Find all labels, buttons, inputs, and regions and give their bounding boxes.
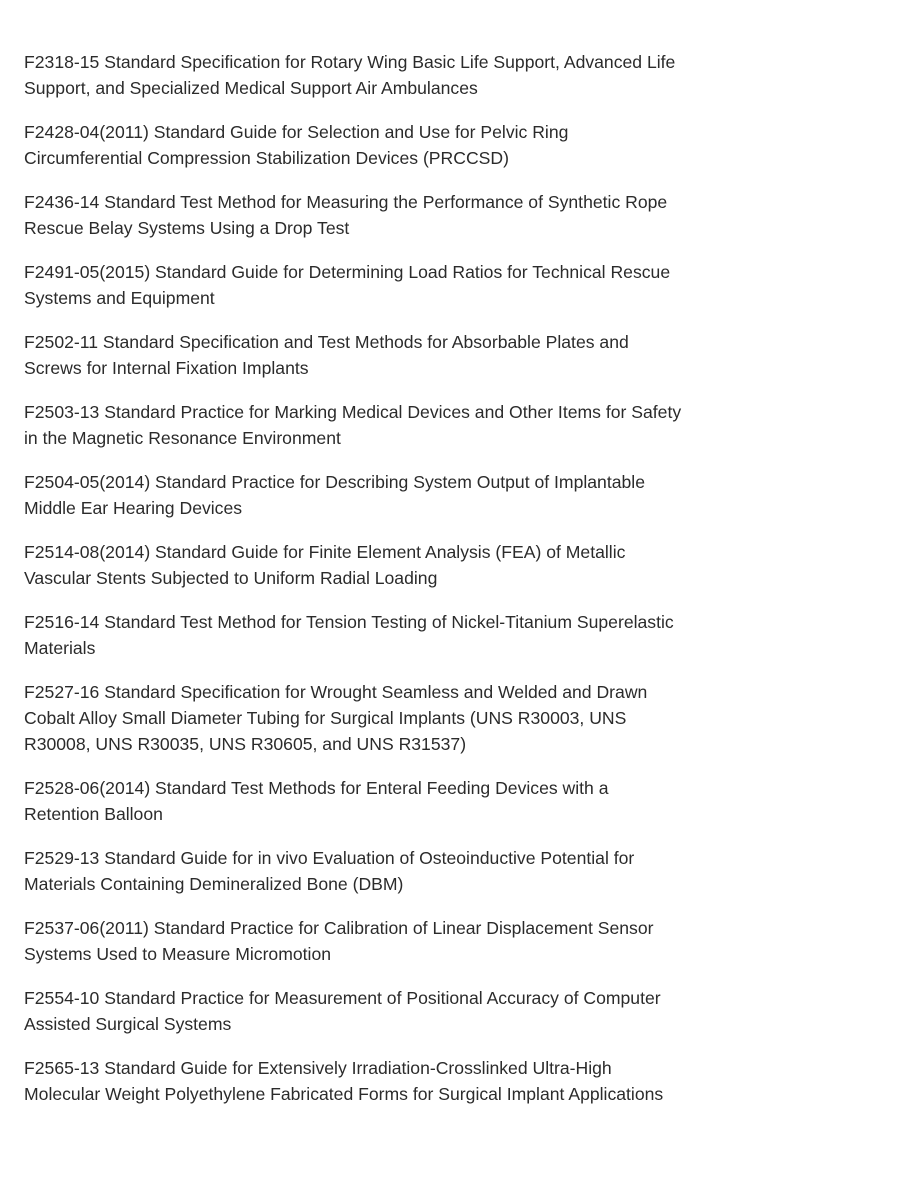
standard-entry: F2527-16 Standard Specification for Wrought Seamless and Welded and Drawn Cobalt Alloy Small Diameter Tubing for Surgical Implants (UNS R30003, UNS R30008, UNS R30035, UNS R30605, and UNS R31537) [24,682,648,754]
standard-entry: F2516-14 Standard Test Method for Tension Testing of Nickel-Titanium Superelastic Materials [24,612,674,658]
standard-entry: F2428-04(2011) Standard Guide for Selection and Use for Pelvic Ring Circumferential Compression Stabilization Devices (PRCCSD) [24,122,569,168]
standard-entry: F2318-15 Standard Specification for Rotary Wing Basic Life Support, Advanced Life Support, and Specialized Medical Support Air Ambulances [24,52,676,98]
standard-entry: F2504-05(2014) Standard Practice for Describing System Output of Implantable Middle Ear Hearing Devices [24,472,645,518]
standard-entry: F2528-06(2014) Standard Test Methods for Enteral Feeding Devices with a Retention Balloon [24,778,609,824]
standard-entry: F2436-14 Standard Test Method for Measuring the Performance of Synthetic Rope Rescue Belay Systems Using a Drop Test [24,192,668,238]
standard-entry: F2503-13 Standard Practice for Marking Medical Devices and Other Items for Safety in the Magnetic Resonance Environment [24,402,682,448]
standards-list [24,49,684,1125]
standard-entry: F2554-10 Standard Practice for Measurement of Positional Accuracy of Computer Assisted Surgical Systems [24,988,661,1034]
standard-entry: F2537-06(2011) Standard Practice for Calibration of Linear Displacement Sensor Systems Used to Measure Micromotion [24,918,654,964]
standard-entry: F2529-13 Standard Guide for in vivo Evaluation of Osteoinductive Potential for Materials Containing Demineralized Bone (DBM) [24,848,635,894]
standard-entry: F2565-13 Standard Guide for Extensively Irradiation-Crosslinked Ultra-High Molecular Weight Polyethylene Fabricated Forms for Surgical Implant Applications [24,1058,664,1104]
standard-entry: F2491-05(2015) Standard Guide for Determining Load Ratios for Technical Rescue Systems and Equipment [24,262,671,308]
standard-entry: F2514-08(2014) Standard Guide for Finite Element Analysis (FEA) of Metallic Vascular Stents Subjected to Uniform Radial Loading [24,542,626,588]
standard-entry: F2502-11 Standard Specification and Test Methods for Absorbable Plates and Screws for Internal Fixation Implants [24,332,629,378]
